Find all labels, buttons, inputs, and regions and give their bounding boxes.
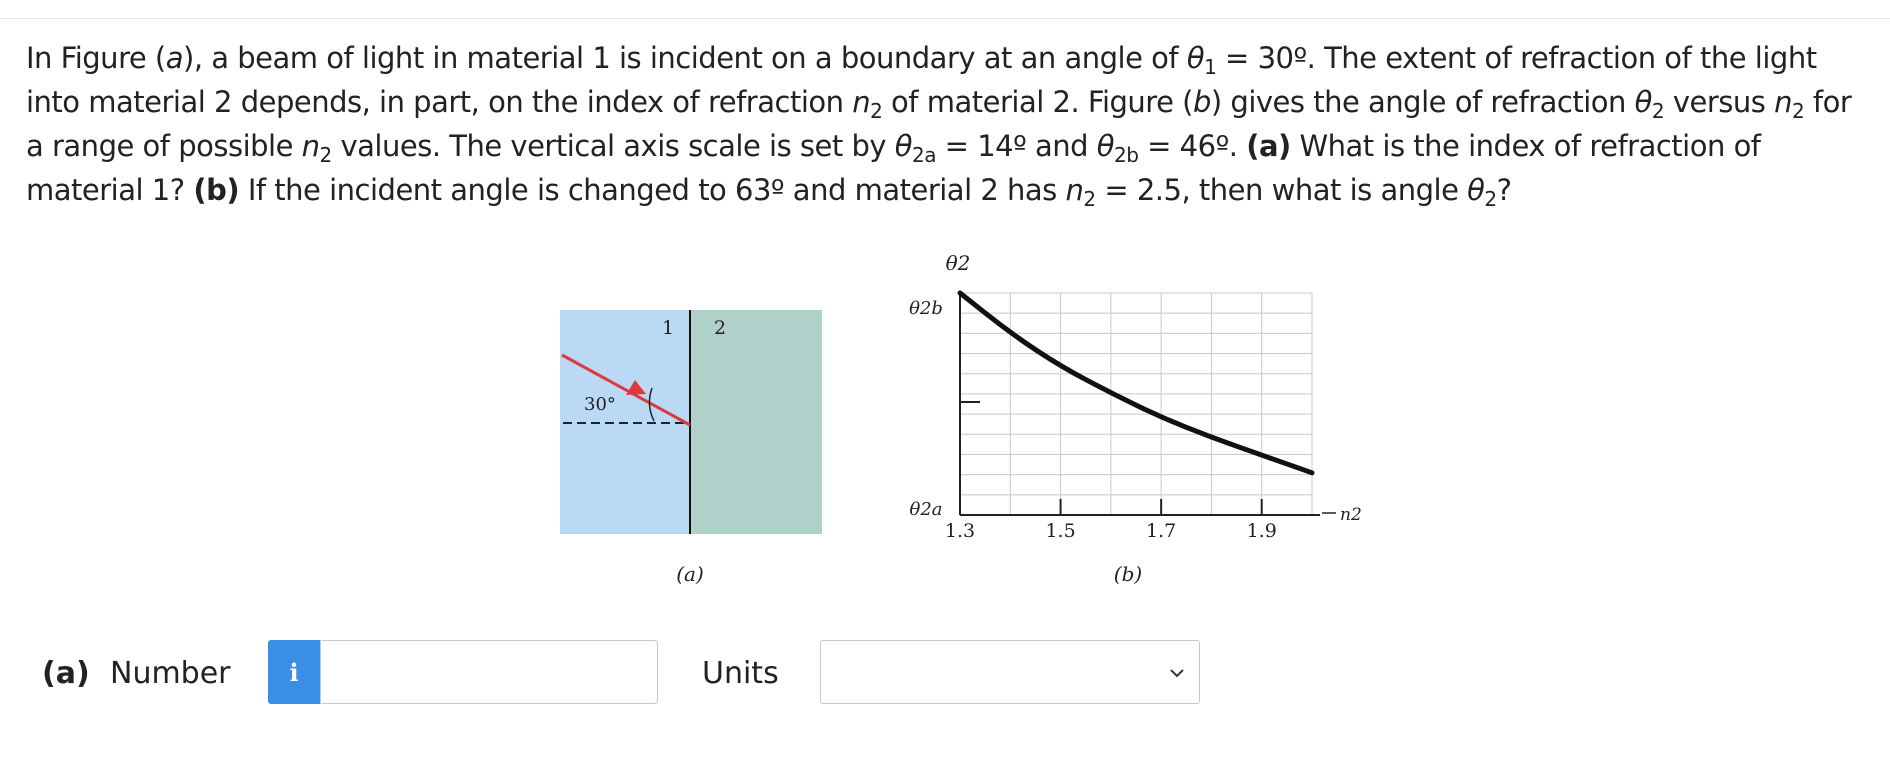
material-2-label: 2 (714, 317, 727, 339)
data-series-line (960, 293, 1312, 473)
angle-label: 30° (584, 394, 616, 415)
units-select[interactable] (820, 640, 1200, 704)
figure-a-caption: (a) (676, 562, 704, 586)
material-2-region (690, 310, 822, 534)
y-tick-top-label: θ2b (909, 298, 943, 319)
chevron-down-icon (1167, 663, 1187, 683)
y-axis-label: θ2 (945, 251, 971, 275)
figure-b-caption: (b) (1113, 562, 1143, 586)
number-label: Number (110, 656, 231, 691)
figure-b-chart (909, 251, 1362, 586)
units-label: Units (702, 656, 779, 691)
x-tick-label: 1.3 (944, 520, 976, 542)
x-axis-label: n2 (1340, 505, 1362, 525)
answer-row (0, 640, 1890, 706)
answer-part-label: (a) (42, 656, 90, 691)
x-tick-label: 1.5 (1045, 520, 1076, 542)
question-text: In Figure (a), a beam of light in material 1 is incident on a boundary at an angle of $\theta_1$ = 30º. The extent of refraction of the light into material 2 depends, in part, on the index of refraction $n_2$ of material 2. Figure (b) gives the angle of refraction $\theta_2$ versus $n_2$ for a range of possible $n_2$ values. The vertical axis scale is set by $\theta_{2a}$ = 14º and $\theta_{2b}$ = 46º. (a) What is the index of refraction of material 1? (b) If the incident angle is changed to 63º and material 2 has $n_2 = 2.5$, then what is angle $\theta_2$? (26, 41, 1852, 211)
figure-a (560, 310, 822, 586)
number-input[interactable] (320, 640, 658, 704)
info-icon[interactable]: i (268, 640, 320, 704)
x-tick-label: 1.7 (1146, 520, 1177, 542)
material-1-label: 1 (662, 317, 675, 339)
x-tick-labels (945, 520, 1277, 542)
x-tick-label: 1.9 (1246, 520, 1277, 542)
y-tick-bottom-label: θ2a (909, 499, 943, 520)
